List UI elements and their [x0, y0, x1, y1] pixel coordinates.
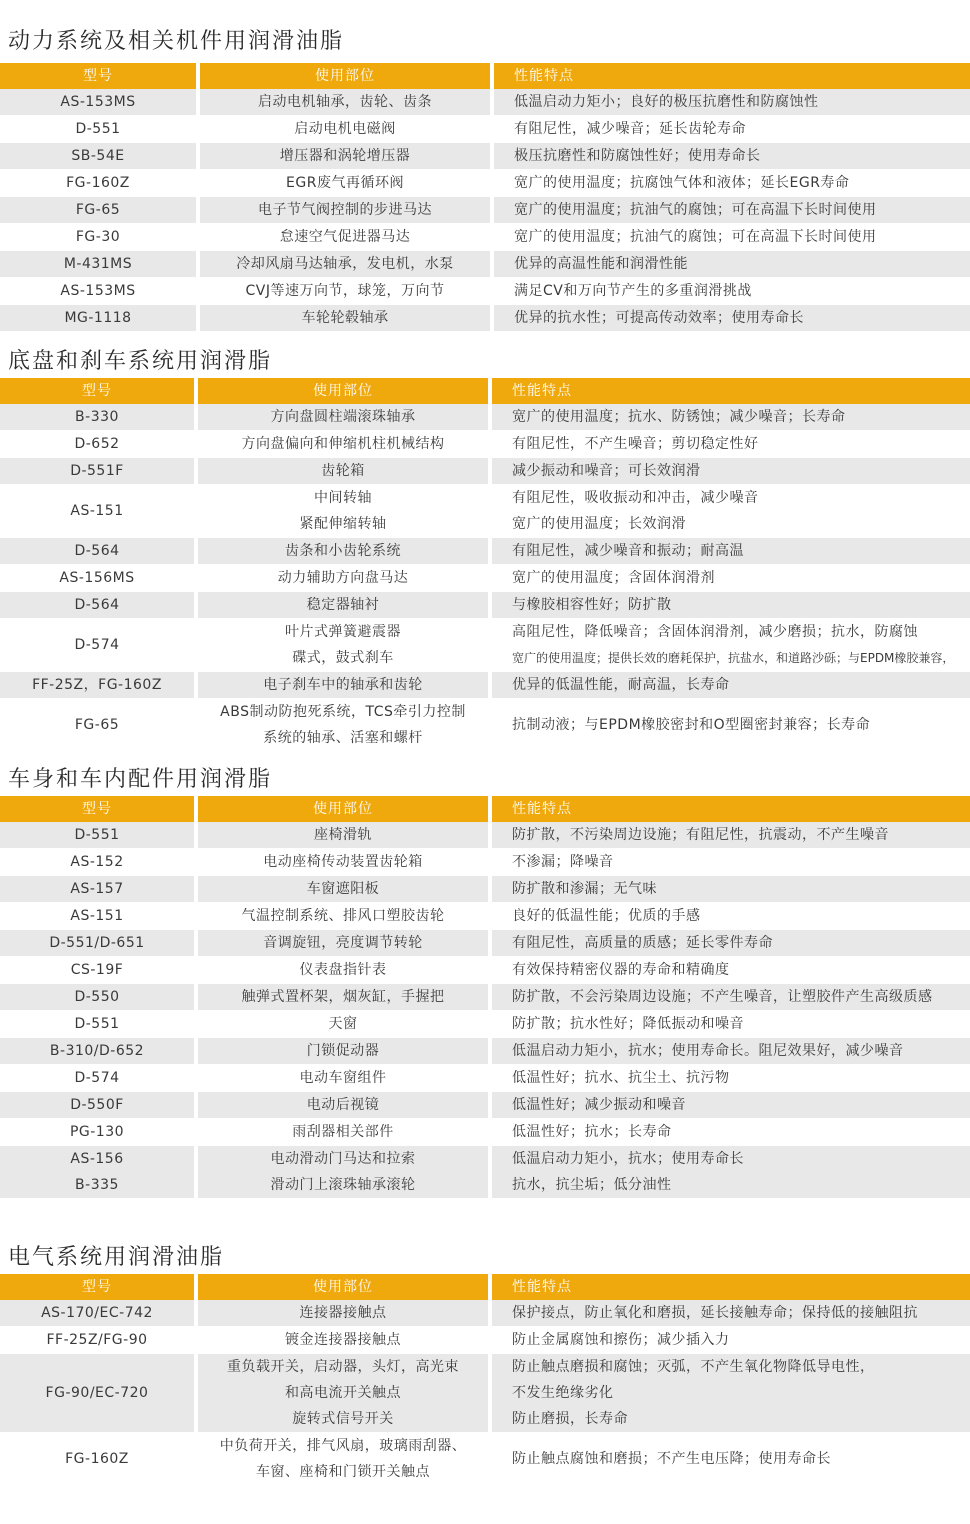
- feature-text: 有阻尼性，减少噪音；延长齿轮寿命: [514, 121, 746, 137]
- cell-part: [198, 903, 488, 929]
- part-text: 稳定器轴衬: [306, 597, 380, 613]
- table-header: [0, 63, 970, 89]
- model-text: D-564: [74, 597, 120, 613]
- cell-model: [0, 1011, 194, 1037]
- model-text: AS-156MS: [59, 570, 135, 586]
- model-text: B-335: [75, 1177, 119, 1193]
- cell-model: [0, 1354, 194, 1432]
- table-row: [0, 1011, 970, 1038]
- table-row: [0, 89, 970, 116]
- model-text: B-310/D-652: [49, 1043, 145, 1059]
- table-row: [0, 143, 970, 170]
- table-row: [0, 672, 970, 699]
- cell-feature: [492, 404, 970, 430]
- part-text: 电子刹车中的轴承和齿轮: [263, 677, 423, 693]
- cell-model: [0, 822, 194, 848]
- section-title: 电气系统用润滑油脂: [8, 1245, 225, 1270]
- cell-model: [0, 251, 196, 277]
- table-row: [0, 1119, 970, 1146]
- cell-model: [0, 565, 194, 591]
- table-header: [0, 378, 970, 404]
- model-text: FG-160Z: [65, 1451, 129, 1467]
- feature-text: 有效保持精密仪器的寿命和精确度: [512, 962, 730, 978]
- part-text: 方向盘圆柱端滚珠轴承: [270, 409, 416, 425]
- table-row: [0, 116, 970, 143]
- part-text: 中负荷开关，排气风扇，玻璃雨刮器、: [219, 1438, 467, 1454]
- cell-part: [198, 1038, 488, 1064]
- cell-feature: [492, 1065, 970, 1091]
- table-row: [0, 1146, 970, 1199]
- table-row: [0, 197, 970, 224]
- cell-part: [198, 849, 488, 875]
- cell-part: [198, 1300, 488, 1326]
- cell-part: [198, 1092, 488, 1118]
- model-text: B-330: [75, 409, 119, 425]
- cell-model: [0, 619, 194, 671]
- part-text: 仪表盘指针表: [299, 962, 387, 978]
- table-row: [0, 903, 970, 930]
- feature-text: 宽广的使用温度；抗水、防锈蚀；减少噪音；长寿命: [512, 409, 846, 425]
- feature-text: 宽广的使用温度；长效润滑: [512, 516, 686, 532]
- column-header-model: 型号: [0, 1274, 194, 1300]
- cell-model: [0, 672, 194, 698]
- cell-part: [200, 305, 490, 331]
- table-row: [0, 278, 970, 305]
- part-text: 叶片式弹簧避震器: [285, 624, 401, 640]
- model-text: D-574: [74, 637, 120, 653]
- column-header-model: 型号: [0, 63, 196, 89]
- table-row: [0, 849, 970, 876]
- table-row: [0, 1300, 970, 1327]
- model-text: D-551/D-651: [49, 935, 145, 951]
- cell-feature: [492, 1119, 970, 1145]
- model-text: MG-1118: [64, 310, 132, 326]
- feature-text: 防扩散，不污染周边设施；有阻尼性，抗震动，不产生噪音: [512, 827, 889, 843]
- column-header-part: 使用部位: [200, 63, 490, 89]
- cell-model: [0, 1146, 194, 1198]
- cell-part: [198, 458, 488, 484]
- cell-part: [198, 1327, 488, 1353]
- cell-model: [0, 431, 194, 457]
- feature-text: 低温启动力矩小，抗水；使用寿命长。阻尼效果好，减少噪音: [512, 1043, 904, 1059]
- cell-model: [0, 699, 194, 751]
- table-row: [0, 1038, 970, 1065]
- part-text: 怠速空气促进器马达: [279, 229, 411, 245]
- cell-model: [0, 592, 194, 618]
- feature-text: 良好的低温性能；优质的手感: [512, 908, 701, 924]
- cell-part: [200, 224, 490, 250]
- table-row: [0, 876, 970, 903]
- cell-feature: [492, 1092, 970, 1118]
- model-text: PG-130: [69, 1124, 125, 1140]
- table-row: [0, 1092, 970, 1119]
- cell-part: [200, 278, 490, 304]
- cell-model: [0, 1300, 194, 1326]
- part-text: 音调旋钮，亮度调节转轮: [263, 935, 423, 951]
- feature-text: 低温性好；减少振动和噪音: [512, 1097, 686, 1113]
- cell-model: [0, 197, 196, 223]
- cell-model: [0, 1327, 194, 1353]
- cell-part: [198, 1354, 488, 1432]
- cell-feature: [492, 1146, 970, 1198]
- cell-model: [0, 849, 194, 875]
- feature-text: 防止磨损，长寿命: [512, 1411, 628, 1427]
- model-text: FF-25Z/FG-90: [46, 1332, 148, 1348]
- cell-feature: [494, 305, 970, 331]
- cell-part: [198, 619, 488, 671]
- feature-text: 防止触点腐蚀和磨损；不产生电压降；使用寿命长: [512, 1451, 831, 1467]
- model-text: AS-170/EC-742: [41, 1305, 153, 1321]
- part-text: 座椅滑轨: [314, 827, 372, 843]
- cell-part: [198, 538, 488, 564]
- cell-feature: [492, 431, 970, 457]
- part-text: EGR废气再循环阀: [286, 175, 404, 191]
- part-text: 电动座椅传动装置齿轮箱: [263, 854, 423, 870]
- part-text: 滑动门上滚珠轴承滚轮: [270, 1177, 416, 1193]
- cell-model: [0, 485, 194, 537]
- model-text: D-551: [74, 827, 120, 843]
- cell-model: [0, 170, 196, 196]
- part-text: ABS制动防抱死系统，TCS牵引力控制: [220, 704, 466, 720]
- feature-text: 优异的抗水性；可提高传动效率；使用寿命长: [514, 310, 804, 326]
- table-row: [0, 1433, 970, 1486]
- cell-feature: [492, 876, 970, 902]
- cell-feature: [492, 458, 970, 484]
- cell-feature: [494, 251, 970, 277]
- cell-feature: [492, 619, 970, 671]
- cell-feature: [492, 565, 970, 591]
- cell-model: [0, 143, 196, 169]
- cell-model: [0, 224, 196, 250]
- cell-part: [198, 876, 488, 902]
- table-row: [0, 619, 970, 672]
- section-title: 动力系统及相关机件用润滑油脂: [8, 29, 345, 54]
- model-text: D-550: [74, 989, 120, 1005]
- table-header: [0, 796, 970, 822]
- cell-feature: [492, 1354, 970, 1432]
- part-text: 车轮轮毂轴承: [301, 310, 389, 326]
- feature-text: 保护接点，防止氧化和磨损，延长接触寿命；保持低的接触阻抗: [512, 1305, 918, 1321]
- cell-feature: [492, 672, 970, 698]
- feature-text: 防扩散；抗水性好；降低振动和噪音: [512, 1016, 744, 1032]
- part-text: 启动电机电磁阀: [294, 121, 396, 137]
- part-text: 碟式，鼓式刹车: [292, 650, 394, 666]
- model-text: SB-54E: [71, 148, 125, 164]
- cell-part: [198, 485, 488, 537]
- table-row: [0, 485, 970, 538]
- cell-part: [198, 1119, 488, 1145]
- feature-text: 宽广的使用温度；提供长效的磨耗保护，抗盐水，和道路沙砾；与EPDM橡胶兼容，: [512, 651, 955, 665]
- part-text: 中间转轴: [314, 490, 372, 506]
- part-text: 电子节气阀控制的步进马达: [258, 202, 432, 218]
- cell-model: [0, 1119, 194, 1145]
- cell-feature: [492, 903, 970, 929]
- cell-feature: [492, 485, 970, 537]
- part-text: 车窗遮阳板: [306, 881, 380, 897]
- model-text: D-551F: [70, 463, 124, 479]
- column-header-part: 使用部位: [198, 796, 488, 822]
- part-text: 冷却风扇马达轴承，发电机，水泵: [236, 256, 454, 272]
- cell-feature: [494, 224, 970, 250]
- feature-text: 有阻尼性，不产生噪音；剪切稳定性好: [512, 436, 759, 452]
- table-row: [0, 1065, 970, 1092]
- column-header-feature: 性能特点: [492, 1274, 970, 1300]
- cell-part: [198, 822, 488, 848]
- part-text: 重负载开关，启动器，头灯，高光束: [227, 1359, 459, 1375]
- feature-text: 有阻尼性，减少噪音和振动；耐高温: [512, 543, 744, 559]
- model-text: FF-25Z，FG-160Z: [32, 677, 162, 693]
- column-header-part: 使用部位: [198, 378, 488, 404]
- feature-text: 优异的高温性能和润滑性能: [514, 256, 688, 272]
- table-row: [0, 170, 970, 197]
- table-row: [0, 822, 970, 849]
- cell-model: [0, 930, 194, 956]
- cell-model: [0, 89, 196, 115]
- feature-text: 有阻尼性，吸收振动和冲击，减少噪音: [512, 490, 759, 506]
- cell-feature: [492, 1011, 970, 1037]
- cell-model: [0, 957, 194, 983]
- part-text: 电动后视镜: [306, 1097, 380, 1113]
- column-header-model: 型号: [0, 378, 194, 404]
- cell-part: [198, 957, 488, 983]
- cell-feature: [494, 89, 970, 115]
- feature-text: 与橡胶相容性好；防扩散: [512, 597, 672, 613]
- cell-part: [198, 1146, 488, 1198]
- cell-feature: [492, 538, 970, 564]
- column-header-feature: 性能特点: [492, 378, 970, 404]
- part-text: 和高电流开关触点: [285, 1385, 401, 1401]
- model-text: AS-151: [70, 503, 124, 519]
- part-text: CVJ等速万向节，球笼，万向节: [245, 283, 445, 299]
- cell-part: [198, 699, 488, 751]
- cell-feature: [494, 278, 970, 304]
- feature-text: 高阻尼性，降低噪音；含固体润滑剂，减少磨损；抗水，防腐蚀: [512, 624, 918, 640]
- cell-part: [200, 170, 490, 196]
- cell-part: [200, 143, 490, 169]
- model-text: AS-153MS: [60, 94, 136, 110]
- feature-text: 抗制动液；与EPDM橡胶密封和O型圈密封兼容；长寿命: [512, 717, 871, 733]
- part-text: 车窗、座椅和门锁开关触点: [256, 1464, 430, 1480]
- column-header-feature: 性能特点: [494, 63, 970, 89]
- column-header-part: 使用部位: [198, 1274, 488, 1300]
- model-text: D-564: [74, 543, 120, 559]
- model-text: AS-152: [70, 854, 124, 870]
- feature-text: 宽广的使用温度；抗油气的腐蚀；可在高温下长时间使用: [514, 202, 877, 218]
- section-electrical: [0, 1240, 970, 1490]
- model-text: FG-160Z: [66, 175, 130, 191]
- part-text: 气温控制系统、排风口塑胶齿轮: [241, 908, 445, 924]
- feature-text: 抗水，抗尘垢；低分油性: [512, 1177, 672, 1193]
- table-row: [0, 431, 970, 458]
- cell-part: [198, 431, 488, 457]
- feature-text: 防扩散和渗漏；无气味: [512, 881, 657, 897]
- section-powertrain: [0, 24, 970, 326]
- cell-model: [0, 984, 194, 1010]
- table-row: [0, 957, 970, 984]
- table-row: [0, 458, 970, 485]
- feature-text: 减少振动和噪音；可长效润滑: [512, 463, 701, 479]
- cell-feature: [492, 930, 970, 956]
- cell-model: [0, 1092, 194, 1118]
- cell-feature: [494, 143, 970, 169]
- part-text: 增压器和涡轮增压器: [279, 148, 411, 164]
- model-text: D-551: [74, 1016, 120, 1032]
- model-text: D-551: [75, 121, 121, 137]
- cell-feature: [492, 592, 970, 618]
- part-text: 连接器接触点: [299, 1305, 387, 1321]
- column-header-feature: 性能特点: [492, 796, 970, 822]
- cell-feature: [492, 1300, 970, 1326]
- table-row: [0, 1327, 970, 1354]
- cell-model: [0, 1433, 194, 1485]
- table-row: [0, 224, 970, 251]
- cell-feature: [494, 197, 970, 223]
- table-row: [0, 699, 970, 752]
- cell-feature: [494, 116, 970, 142]
- feature-text: 低温启动力矩小；良好的极压抗磨性和防腐蚀性: [514, 94, 819, 110]
- cell-model: [0, 305, 196, 331]
- feature-text: 宽广的使用温度；含固体润滑剂: [512, 570, 715, 586]
- model-text: D-550F: [70, 1097, 124, 1113]
- feature-text: 低温性好；抗水；长寿命: [512, 1124, 672, 1140]
- model-text: FG-30: [75, 229, 121, 245]
- feature-text: 防止触点磨损和腐蚀；灭弧，不产生氧化物降低导电性，: [512, 1359, 875, 1375]
- cell-feature: [492, 1433, 970, 1485]
- cell-part: [200, 89, 490, 115]
- column-header-model: 型号: [0, 796, 194, 822]
- cell-feature: [494, 170, 970, 196]
- cell-feature: [492, 699, 970, 751]
- table-row: [0, 305, 970, 332]
- cell-model: [0, 903, 194, 929]
- feature-text: 防扩散，不会污染周边设施；不产生噪音，让塑胶件产生高级质感: [512, 989, 933, 1005]
- cell-feature: [492, 1038, 970, 1064]
- table-row: [0, 565, 970, 592]
- table-row: [0, 538, 970, 565]
- cell-part: [198, 565, 488, 591]
- cell-part: [200, 251, 490, 277]
- cell-part: [198, 930, 488, 956]
- model-text: FG-65: [75, 202, 121, 218]
- feature-text: 宽广的使用温度；抗腐蚀气体和液体；延长EGR寿命: [514, 175, 850, 191]
- cell-part: [198, 1011, 488, 1037]
- cell-model: [0, 1038, 194, 1064]
- feature-text: 有阻尼性，高质量的质感；延长零件寿命: [512, 935, 773, 951]
- part-text: 触弹式置杯架，烟灰缸，手握把: [241, 989, 445, 1005]
- model-text: AS-151: [70, 908, 124, 924]
- cell-model: [0, 458, 194, 484]
- model-text: M-431MS: [63, 256, 133, 272]
- feature-text: 低温性好；抗水、抗尘土、抗污物: [512, 1070, 730, 1086]
- table-row: [0, 251, 970, 278]
- part-text: 系统的轴承、活塞和螺杆: [263, 730, 423, 746]
- cell-part: [198, 672, 488, 698]
- part-text: 齿条和小齿轮系统: [285, 543, 401, 559]
- feature-text: 满足CV和万向节产生的多重润滑挑战: [514, 283, 752, 299]
- model-text: CS-19F: [70, 962, 124, 978]
- part-text: 电动车窗组件: [299, 1070, 387, 1086]
- part-text: 天窗: [328, 1016, 358, 1032]
- feature-text: 低温启动力矩小，抗水；使用寿命长: [512, 1151, 744, 1167]
- part-text: 电动滑动门马达和拉索: [270, 1151, 416, 1167]
- cell-feature: [492, 849, 970, 875]
- table-header: [0, 1274, 970, 1300]
- feature-text: 宽广的使用温度；抗油气的腐蚀；可在高温下长时间使用: [514, 229, 877, 245]
- part-text: 动力辅助方向盘马达: [277, 570, 409, 586]
- cell-part: [198, 984, 488, 1010]
- section-body-interior: [0, 762, 970, 1192]
- cell-part: [198, 404, 488, 430]
- section-title: 底盘和刹车系统用润滑脂: [8, 349, 273, 374]
- part-text: 齿轮箱: [321, 463, 365, 479]
- table-row: [0, 592, 970, 619]
- model-text: D-574: [74, 1070, 120, 1086]
- part-text: 旋转式信号开关: [292, 1411, 394, 1427]
- cell-model: [0, 278, 196, 304]
- feature-text: 优异的低温性能，耐高温，长寿命: [512, 677, 730, 693]
- part-text: 镀金连接器接触点: [285, 1332, 401, 1348]
- cell-model: [0, 404, 194, 430]
- part-text: 紧配伸缩转轴: [299, 516, 387, 532]
- cell-part: [198, 1433, 488, 1485]
- part-text: 启动电机轴承，齿轮、齿条: [258, 94, 432, 110]
- feature-text: 极压抗磨性和防腐蚀性好；使用寿命长: [514, 148, 761, 164]
- cell-feature: [492, 1327, 970, 1353]
- cell-part: [200, 197, 490, 223]
- model-text: FG-65: [74, 717, 120, 733]
- model-text: AS-157: [70, 881, 124, 897]
- cell-model: [0, 1065, 194, 1091]
- cell-model: [0, 538, 194, 564]
- model-text: AS-156: [70, 1151, 124, 1167]
- table-row: [0, 404, 970, 431]
- cell-feature: [492, 984, 970, 1010]
- model-text: D-652: [74, 436, 120, 452]
- model-text: AS-153MS: [60, 283, 136, 299]
- feature-text: 不发生绝缘劣化: [512, 1385, 614, 1401]
- model-text: FG-90/EC-720: [45, 1385, 149, 1401]
- feature-text: 不渗漏；降噪音: [512, 854, 614, 870]
- part-text: 门锁促动器: [306, 1043, 380, 1059]
- table-row: [0, 1354, 970, 1433]
- part-text: 方向盘偏向和伸缩机柱机械结构: [241, 436, 445, 452]
- cell-part: [200, 116, 490, 142]
- table-row: [0, 930, 970, 957]
- cell-model: [0, 116, 196, 142]
- cell-feature: [492, 957, 970, 983]
- table-row: [0, 984, 970, 1011]
- part-text: 雨刮器相关部件: [292, 1124, 394, 1140]
- cell-model: [0, 876, 194, 902]
- cell-part: [198, 592, 488, 618]
- section-title: 车身和车内配件用润滑脂: [8, 767, 273, 792]
- section-chassis-brake: [0, 344, 970, 744]
- feature-text: 防止金属腐蚀和擦伤；减少插入力: [512, 1332, 730, 1348]
- cell-feature: [492, 822, 970, 848]
- cell-part: [198, 1065, 488, 1091]
